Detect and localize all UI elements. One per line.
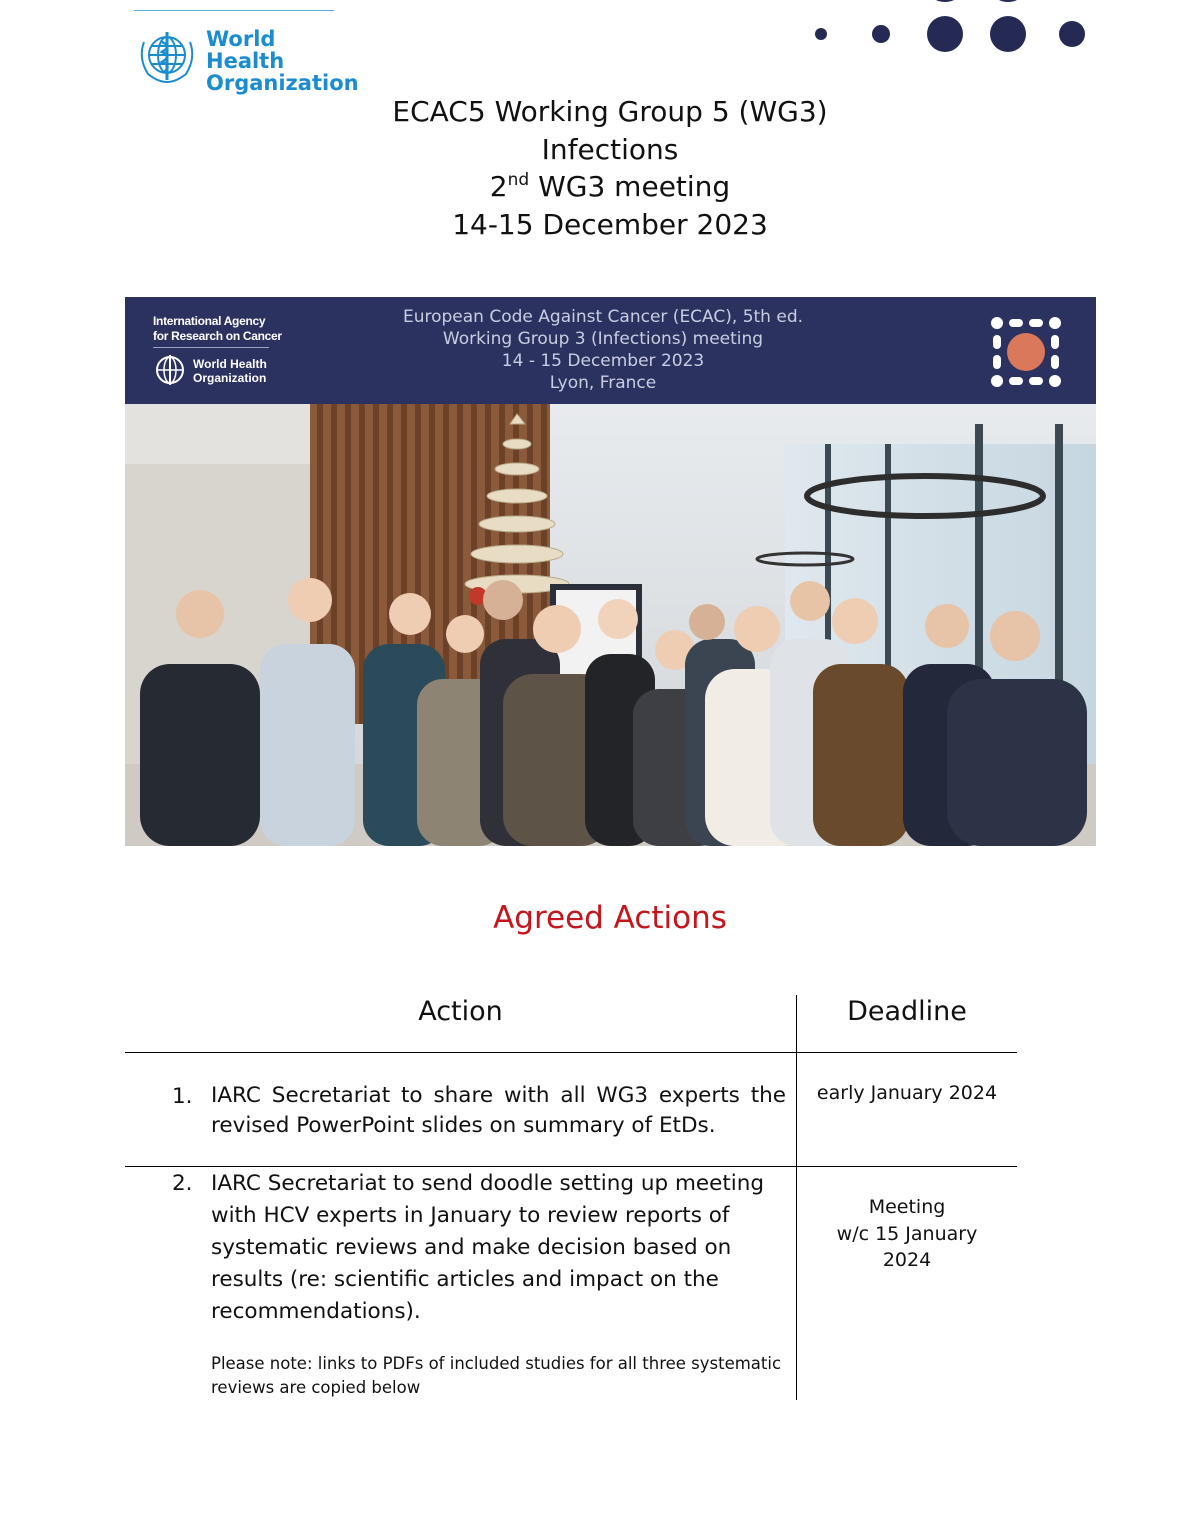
row-1-number: 1. [172,1084,193,1109]
row-2-number: 2. [172,1171,193,1196]
table-header-rule [125,1052,1017,1053]
ecac-mark-icon [987,313,1065,391]
who-logo [134,10,359,95]
title-line-3: 2nd WG3 meeting [489,170,731,203]
title-line-2: Infections [541,132,679,166]
who-name-line1: World Health [206,27,285,73]
who-emblem-icon [136,28,198,84]
column-header-action: Action [418,996,503,1027]
column-header-deadline: Deadline [847,996,967,1027]
banner-text: European Code Against Cancer (ECAC), 5th ed. Working Group 3 (Infections) meeting 14 - 15 December 2023 Lyon, France [402,307,804,393]
document-title [0,93,1200,243]
row-2-deadline: Meeting w/c 15 January 2024 [836,1196,978,1271]
row-2-action-text: IARC Secretariat to send doodle setting up meeting with HCV experts in January to review reports of systematic reviews and make decision based on results (re: scientific articles and impact on the recommendations). [211,1171,765,1324]
title-line-1: ECAC5 Working Group 5 (WG3) [392,95,828,128]
iarc-logo-text: International Agency for Research on Cancer [153,314,282,343]
logo-rule [134,10,334,11]
group-photo [125,404,1096,846]
banner-who-logo [153,353,283,387]
banner-divider [153,347,269,348]
who-name-line2: Organization [206,71,359,95]
banner-who-text: World Health Organization [193,357,267,385]
table-row-rule [125,1166,1017,1167]
row-1-action-text: IARC Secretariat to share with all WG3 experts the revised PowerPoint slides on summary of EtDs. [211,1083,786,1138]
who-wordmark [206,28,359,94]
meeting-banner [125,297,1096,404]
decorative-dots [800,0,1100,70]
row-2-note: Please note: links to PDFs of included studies for all three systematic reviews are copied below [211,1354,782,1397]
row-1-deadline: early January 2024 [816,1082,998,1104]
banner-who-emblem-icon [153,353,187,387]
section-title-agreed-actions: Agreed Actions [493,900,727,936]
title-line-4: 14-15 December 2023 [452,207,768,241]
